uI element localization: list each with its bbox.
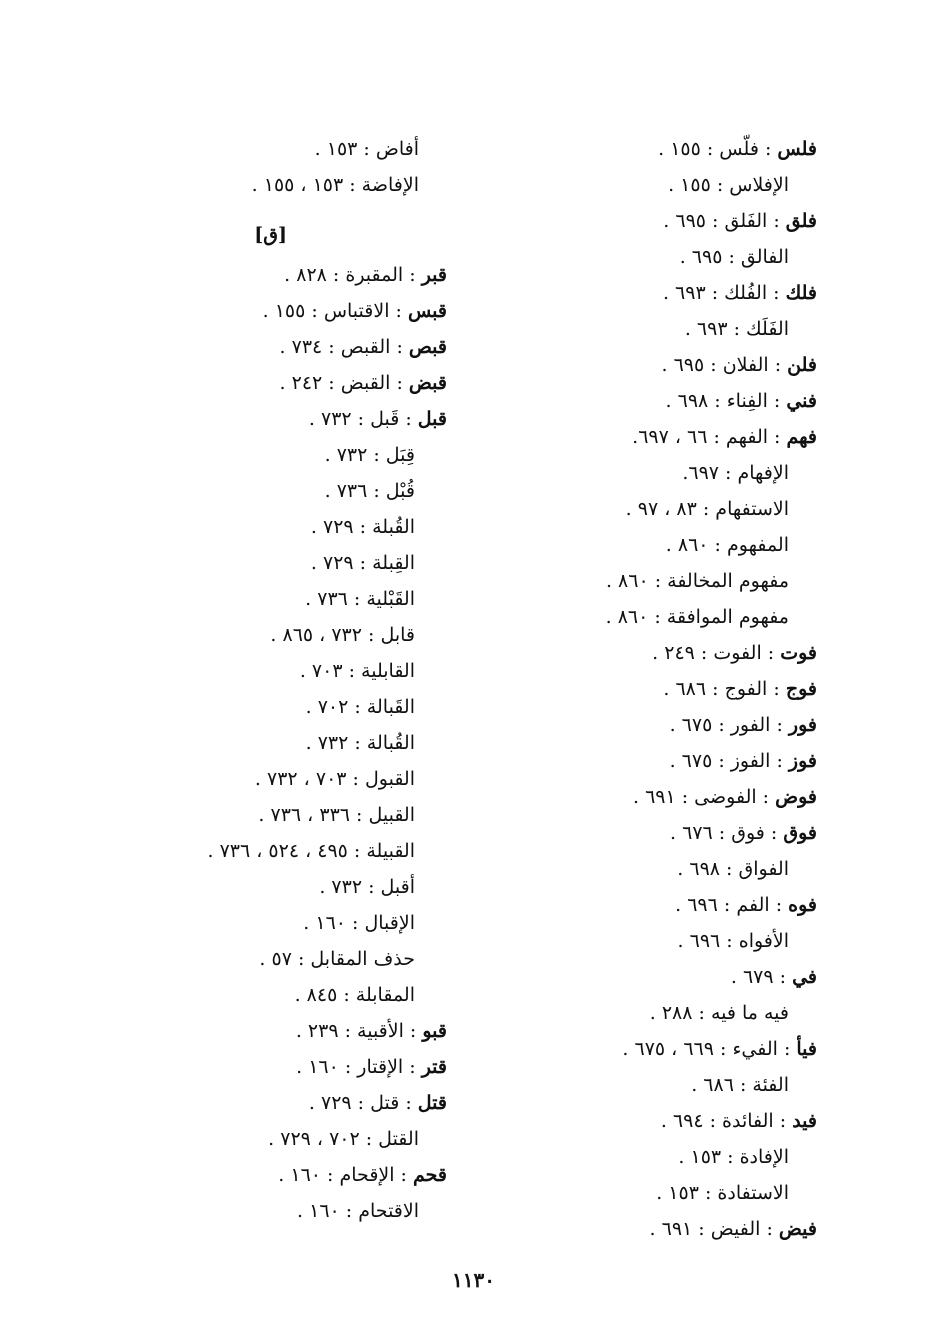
entry-references: : الفوضى : ٦٩١ . [632, 786, 776, 808]
index-entry-sub: الاستفهام : ٨٣ ، ٩٧ . [625, 498, 789, 520]
entry-references: : الفَلق : ٦٩٥ . [663, 210, 786, 232]
index-entry-root [487, 635, 817, 671]
index-entry-root [487, 275, 817, 311]
entry-references: : المقبرة : ٨٢٨ . [284, 264, 422, 286]
entry-root-word: فلك [785, 282, 817, 304]
index-entry-root [487, 347, 817, 383]
entry-root-word: فيأ [796, 1038, 817, 1060]
index-entry-sub: القابلية : ٧٠٣ . [299, 660, 415, 682]
entry-references: : الفِناء : ٦٩٨ . [665, 390, 787, 412]
entry-root-word: قحم [413, 1164, 447, 1186]
entry-root-word: فيض [778, 1218, 817, 1240]
entry-references: : الإقتار : ١٦٠ . [296, 1056, 422, 1078]
index-entry-root [487, 383, 817, 419]
index-entry-sub: القبول : ٧٠٣ ، ٧٣٢ . [254, 768, 415, 790]
entry-references: : الفوج : ٦٨٦ . [663, 678, 786, 700]
index-entry-sub: الاستفادة : ١٥٣ . [656, 1182, 789, 1204]
entry-root-word: قبل [417, 408, 447, 430]
entry-references: : القبص : ٧٣٤ . [279, 336, 409, 358]
index-entry-sub: القبيلة : ٤٩٥ ، ٥٢٤ ، ٧٣٦ . [207, 840, 415, 862]
index-entry-sub: الإفاضة : ١٥٣ ، ١٥٥ . [251, 174, 419, 196]
index-entry-root [487, 131, 817, 167]
entry-root-word: قتل [417, 1092, 447, 1114]
entry-root-word: فوج [785, 678, 817, 700]
index-entry-root [117, 365, 447, 401]
entry-root-word: فوت [780, 642, 817, 664]
entry-references: : الإقحام : ١٦٠ . [278, 1164, 413, 1186]
index-entry-root [117, 293, 447, 329]
index-entry-sub: حذف المقابل : ٥٧ . [259, 948, 415, 970]
entry-root-word: فوض [775, 786, 817, 808]
index-entry-sub: القبيل : ٣٣٦ ، ٧٣٦ . [258, 804, 415, 826]
entry-root-word: فيد [792, 1110, 817, 1132]
entry-root-word: فوه [788, 894, 817, 916]
index-entry-sub: فيه ما فيه : ٢٨٨ . [649, 1002, 789, 1024]
entry-root-word: فوق [783, 822, 817, 844]
index-entry-sub: الإفادة : ١٥٣ . [678, 1146, 789, 1168]
entry-root-word: في [792, 966, 817, 988]
index-column-left [117, 131, 447, 1229]
page-number: ١١٣٠ [452, 1268, 495, 1292]
index-entry-root [117, 401, 447, 437]
index-entry-sub: الفالق : ٦٩٥ . [679, 246, 789, 268]
entry-root-word: قبر [421, 264, 447, 286]
entry-root-word: قبو [422, 1020, 447, 1042]
index-entry-sub: الفَلَك : ٦٩٣ . [684, 318, 789, 340]
entry-references: : قتل : ٧٢٩ . [308, 1092, 418, 1114]
entry-root-word: فور [788, 714, 817, 736]
index-entry-root [487, 203, 817, 239]
entry-references: : الفلان : ٦٩٥ . [661, 354, 788, 376]
index-entry-root [487, 1103, 817, 1139]
entry-root-word: قبص [408, 336, 447, 358]
index-entry-sub: الإقبال : ١٦٠ . [303, 912, 415, 934]
index-entry-root [117, 1085, 447, 1121]
entry-references: : الاقتباس : ١٥٥ . [262, 300, 408, 322]
index-entry-sub: القِبلة : ٧٢٩ . [310, 552, 415, 574]
entry-references: : قَبل : ٧٣٢ . [308, 408, 418, 430]
entry-references: : القبض : ٢٤٢ . [279, 372, 409, 394]
index-entry-root [487, 815, 817, 851]
index-entry-sub: مفهوم الموافقة : ٨٦٠ . [605, 606, 789, 628]
entry-references: : الفور : ٦٧٥ . [669, 714, 789, 736]
entry-root-word: فني [786, 390, 817, 412]
index-entry-sub: قابل : ٧٣٢ ، ٨٦٥ . [270, 624, 415, 646]
index-entry-sub: الاقتحام : ١٦٠ . [297, 1200, 419, 1222]
index-entry-root [487, 743, 817, 779]
entry-references: : الأقبية : ٢٣٩ . [295, 1020, 423, 1042]
index-entry-root [117, 257, 447, 293]
entry-references: : الفيء : ٦٦٩ ، ٦٧٥ . [622, 1038, 797, 1060]
index-entry-root [487, 779, 817, 815]
index-entry-root [487, 671, 817, 707]
index-entry-sub: قُبْل : ٧٣٦ . [324, 480, 415, 502]
index-entry-root [487, 707, 817, 743]
index-entry-sub: القتل : ٧٠٢ ، ٧٢٩ . [268, 1128, 419, 1150]
index-entry-sub: مفهوم المخالفة : ٨٦٠ . [605, 570, 789, 592]
index-entry-root [487, 959, 817, 995]
entry-root-word: قتر [421, 1056, 447, 1078]
index-entry-root [117, 329, 447, 365]
index-entry-root [117, 1013, 447, 1049]
index-entry-sub: قِبَل : ٧٣٢ . [324, 444, 415, 466]
index-entry-sub: القُبلة : ٧٢٩ . [310, 516, 415, 538]
entry-references: : الفُلك : ٦٩٣ . [662, 282, 786, 304]
entry-references: : الفوت : ٢٤٩ . [652, 642, 781, 664]
entry-root-word: قبس [407, 300, 447, 322]
entry-references: : الفهم : ٦٦ ، ٦٩٧. [632, 426, 787, 448]
index-entry-sub: المقابلة : ٨٤٥ . [294, 984, 415, 1006]
entry-root-word: فوز [788, 750, 817, 772]
index-entry-root [117, 1049, 447, 1085]
index-entry-root [117, 1157, 447, 1193]
index-entry-sub: أقبل : ٧٣٢ . [319, 876, 415, 898]
entry-root-word: فلق [785, 210, 817, 232]
index-entry-sub: أفاض : ١٥٣ . [314, 138, 419, 160]
index-column-right [487, 131, 817, 1247]
entry-references: : الفم : ٦٩٦ . [675, 894, 789, 916]
entry-references: : الفيض : ٦٩١ . [649, 1218, 779, 1240]
index-entry-sub: الفواق : ٦٩٨ . [677, 858, 789, 880]
index-entry-sub: الأفواه : ٦٩٦ . [677, 930, 789, 952]
index-entry-sub: القُبالة : ٧٣٢ . [305, 732, 415, 754]
entry-references: : فوق : ٦٧٦ . [670, 822, 784, 844]
index-entry-sub: الفئة : ٦٨٦ . [691, 1074, 789, 1096]
entry-references: : فلّس : ١٥٥ . [658, 138, 778, 160]
entry-root-word: فلن [787, 354, 817, 376]
entry-root-word: فهم [786, 426, 817, 448]
index-entry-sub: القَبالة : ٧٠٢ . [305, 696, 415, 718]
entry-references: : الفائدة : ٦٩٤ . [660, 1110, 793, 1132]
entry-references: : الفوز : ٦٧٥ . [669, 750, 789, 772]
entry-references: : ٦٧٩ . [730, 966, 793, 988]
entry-root-word: قبض [408, 372, 447, 394]
index-entry-sub: القَبْلية : ٧٣٦ . [305, 588, 415, 610]
index-entry-sub: المفهوم : ٨٦٠ . [665, 534, 789, 556]
index-entry-root [487, 1031, 817, 1067]
letter-heading: [ق] [254, 224, 287, 246]
index-entry-sub: الإفهام : ٦٩٧. [682, 462, 789, 484]
index-entry-root [487, 419, 817, 455]
index-entry-root [487, 887, 817, 923]
entry-root-word: فلس [777, 138, 817, 160]
index-entry-root [487, 1211, 817, 1247]
index-entry-sub: الإفلاس : ١٥٥ . [668, 174, 789, 196]
